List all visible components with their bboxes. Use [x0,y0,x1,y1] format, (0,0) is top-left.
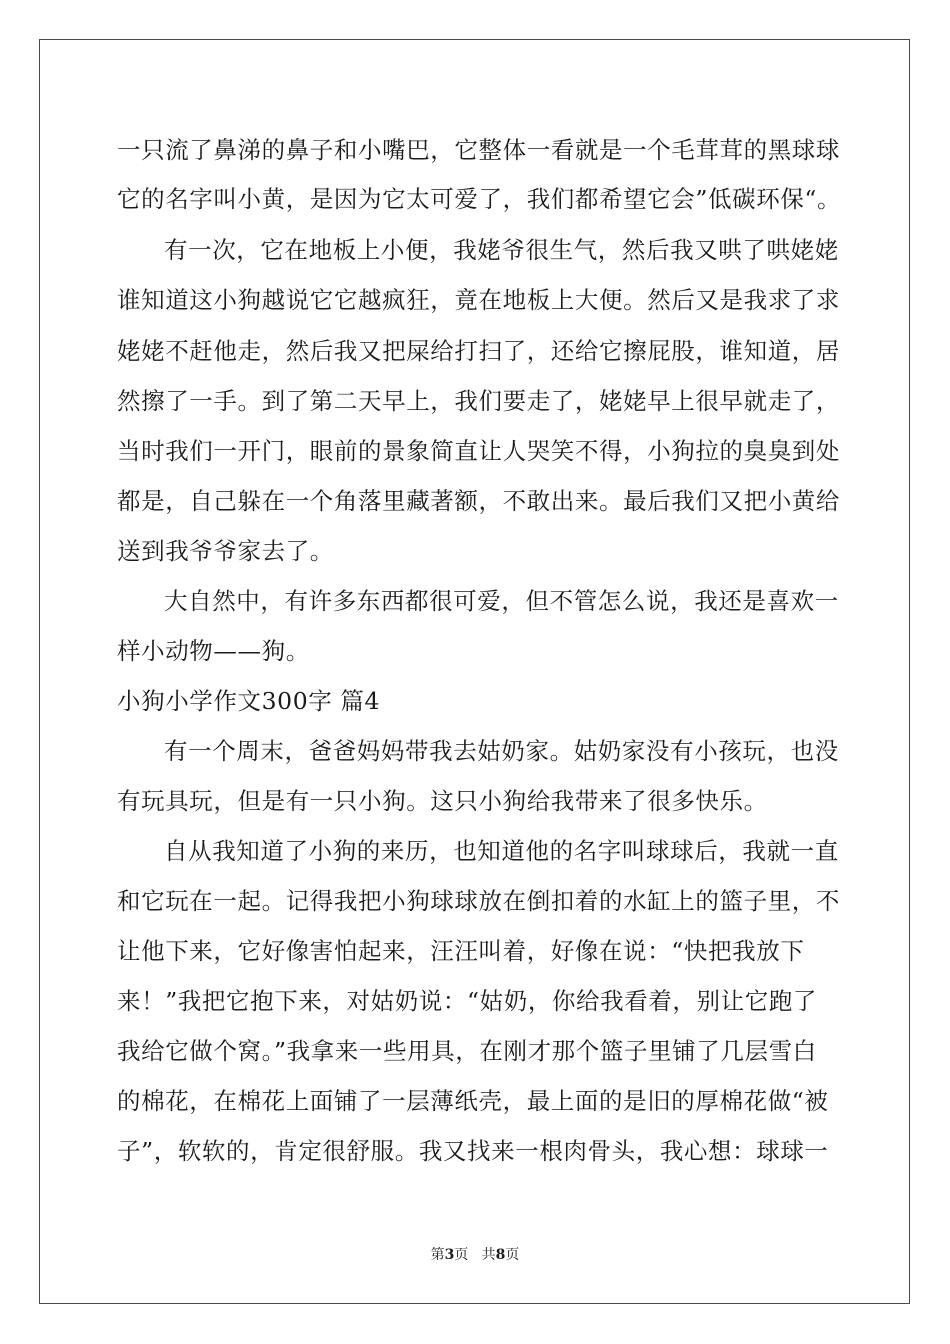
text-line: 谁知道这小狗越说它它越疯狂，竟在地板上大便。然后又是我求了求 [117,286,840,314]
text-line: 有玩具玩，但是有一只小狗。这只小狗给我带来了很多快乐。 [117,787,768,815]
footer-page-prefix: 第 [430,1247,445,1263]
text-line: 它的名字叫小黄，是因为它太可爱了，我们都希望它会”低碳环保“。 [117,185,842,213]
text-line: 让他下来，它好像害怕起来，汪汪叫着，好像在说：“快把我放下 [117,937,805,965]
paragraph-start-line: 有一个周末，爸爸妈妈带我去姑奶家。姑奶家没有小孩玩，也没 [164,737,839,765]
section-heading: 小狗小学作文300字 篇4 [117,687,381,715]
paragraph-start-line: 自从我知道了小狗的来历，也知道他的名字叫球球后，我就一直 [164,837,839,865]
text-line: 样小动物——狗。 [117,637,310,665]
text-line: 和它玩在一起。记得我把小狗球球放在倒扣着的水缸上的篮子里，不 [117,887,840,915]
footer-page-mid: 页 共 [454,1247,496,1263]
paragraph-start-line: 大自然中，有许多东西都很可爱，但不管怎么说，我还是喜欢一 [164,587,839,615]
text-line: 送到我爷爷家去了。 [117,537,334,565]
text-line: 来！”我把它抱下来，对姑奶说：“姑奶，你给我看着，别让它跑了 [117,987,818,1015]
text-line: 姥姥不赶他走，然后我又把屎给打扫了，还给它擦屁股，谁知道，居 [117,337,840,365]
paragraph-start-line: 有一次，它在地板上小便，我姥爷很生气，然后我又哄了哄姥姥 [164,236,839,264]
text-line: 我给它做个窝。”我拿来一些用具，在刚才那个篮子里铺了几层雪白 [117,1037,817,1065]
text-line: 当时我们一开门，眼前的景象简直让人哭笑不得，小狗拉的臭臭到处 [117,437,840,465]
text-line: 的棉花，在棉花上面铺了一层薄纸壳，最上面的是旧的厚棉花做“被 [117,1087,829,1115]
page-footer [0,1246,950,1264]
footer-page-total: 8 [495,1247,506,1263]
text-line: 然擦了一手。到了第二天早上，我们要走了，姥姥早上很早就走了， [117,387,840,415]
footer-page-current: 3 [444,1247,455,1263]
footer-page-suffix: 页 [505,1247,520,1263]
text-line: 一只流了鼻涕的鼻子和小嘴巴，它整体一看就是一个毛茸茸的黑球球 [117,136,840,164]
text-line: 子”，软软的，肯定很舒服。我又找来一根肉骨头，我心想：球球一 [117,1137,829,1165]
text-line: 都是，自己躲在一个角落里藏著额，不敢出来。最后我们又把小黄给 [117,487,840,515]
